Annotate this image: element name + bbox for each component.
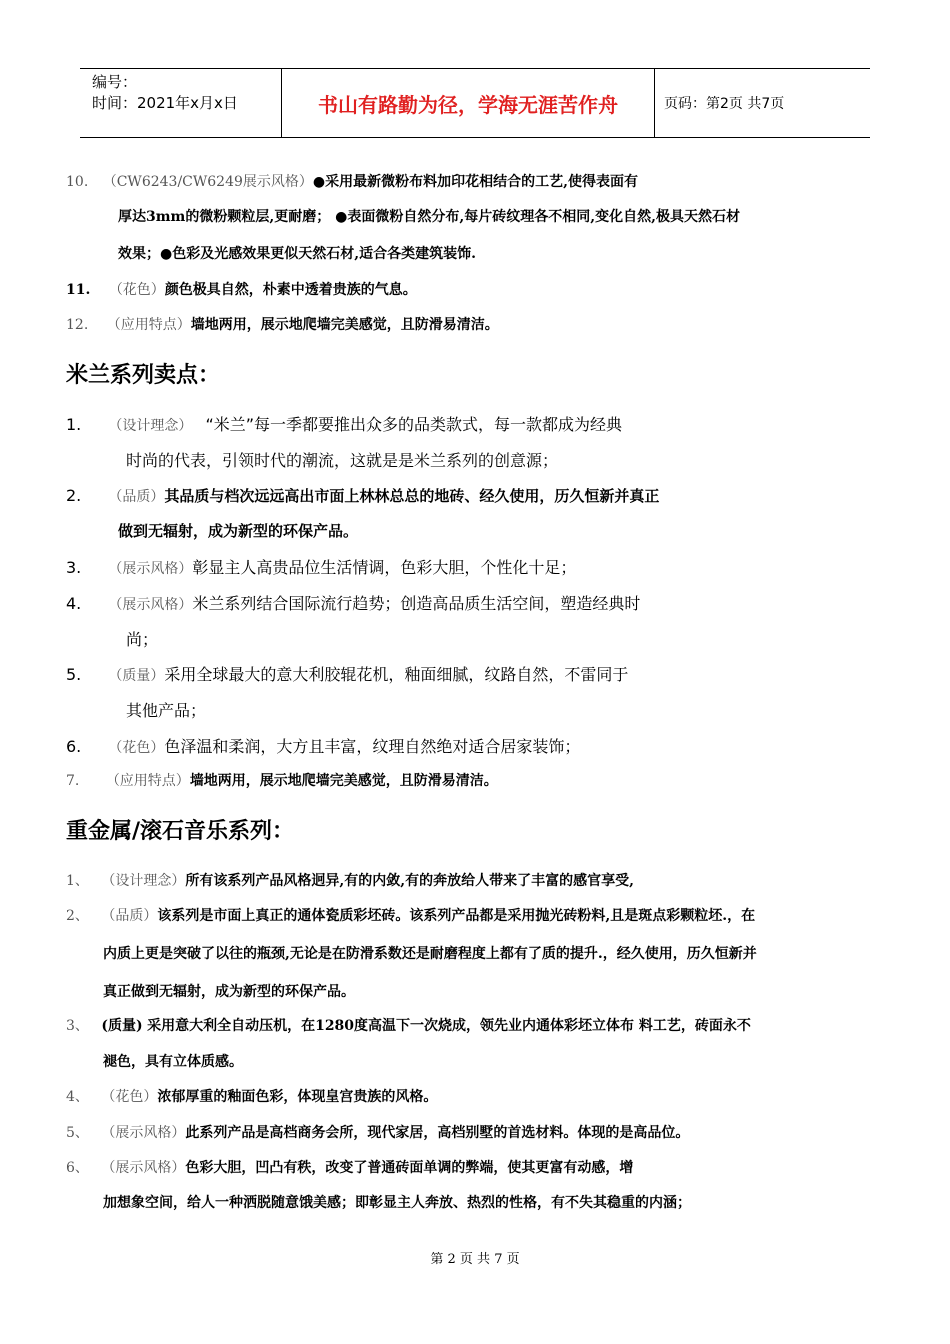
item-text: 色泽温和柔润，大方且丰富，纹理自然绝对适合居家装饰； (164, 737, 581, 756)
item-text: 色彩大胆，凹凸有秩，改变了普通砖面单调的弊端，使其更富有动感，增 (185, 1160, 634, 1176)
list-item-10-cont2: 效果；●色彩及光感效果更似天然石材,适合各类建筑装饰. (118, 246, 476, 262)
item-text: 其品质与档次远远高出市面上林林总总的地砖、经久使用，历久恒新并真正 (164, 487, 660, 505)
metal-item-3 (66, 1015, 751, 1035)
milan-item-3 (66, 555, 576, 578)
metal-item-2-cont: 内质上更是突破了以往的瓶颈,无论是在防滑系数还是耐磨程度上都有了质的提升.，经久使用，历久恒新并 (103, 946, 757, 962)
milan-item-5-cont: 其他产品； (126, 701, 207, 720)
header-motto: 书山有路勤为径，学海无涯苦作舟 (282, 69, 655, 137)
page-header (80, 68, 870, 138)
metal-item-4 (66, 1086, 437, 1106)
metal-item-3-cont: 褪色，具有立体质感。 (103, 1054, 243, 1070)
item-number: 1. (66, 415, 82, 434)
item-number: 5. (66, 665, 82, 684)
item-tag: （品质） (108, 489, 165, 505)
item-number: 7. (66, 773, 80, 789)
milan-item-6 (66, 734, 580, 757)
section-title-metal: 重金属/滚石音乐系列： (66, 819, 295, 844)
item-text: 米兰系列结合国际流行趋势；创造高品质生活空间，塑造经典时 (192, 594, 641, 613)
item-tag: （展示风格） (101, 1160, 186, 1176)
milan-item-1-cont: 时尚的代表，引领时代的潮流，这就是是米兰系列的创意源； (126, 451, 559, 470)
page-footer: 第 2 页 共 7 页 (430, 1252, 520, 1267)
item-text: 彰显主人高贵品位生活情调，色彩大胆，个性化十足； (192, 558, 577, 577)
item-tag: （设计理念） (108, 418, 193, 434)
item-tag: （CW6243/CW6249展示风格） (102, 174, 313, 190)
item-tag: （花色） (108, 740, 165, 756)
item-number: 3、 (66, 1018, 89, 1034)
milan-item-4 (66, 591, 640, 614)
item-tag: （展示风格） (108, 597, 193, 613)
item-text: 采用意大利全自动压机，在1280度高温下一次烧成，领先业内通体彩坯立体布 料工艺，砖面永不 (147, 1018, 751, 1034)
item-number: 11. (66, 282, 91, 298)
item-text: 采用全球最大的意大利胶辊花机，釉面细腻，纹路自然，不雷同于 (164, 665, 629, 684)
item-number: 1、 (66, 873, 89, 889)
item-number: 10. (66, 174, 89, 190)
item-number: 2. (66, 486, 82, 505)
item-tag: (质量) (101, 1018, 143, 1034)
item-text: 墙地两用，展示地爬墙完美感觉，且防滑易清洁。 (189, 773, 498, 789)
item-number: 6. (66, 737, 82, 756)
item-text: 颜色极具自然，朴素中透着贵族的气息。 (164, 282, 417, 298)
item-text: 所有该系列产品风格迥异,有的内敛,有的奔放给人带来了丰富的感官享受, (185, 873, 634, 889)
item-tag: （应用特点） (106, 317, 191, 333)
item-number: 4. (66, 594, 82, 613)
item-tag: （设计理念） (101, 873, 186, 889)
list-item-12 (66, 314, 499, 334)
item-tag: （品质） (101, 908, 158, 924)
milan-item-5 (66, 662, 628, 685)
list-item-11 (66, 279, 417, 299)
metal-item-5 (66, 1122, 689, 1142)
header-page-label: 页码：第2页 共7页 (664, 96, 785, 112)
metal-item-6-cont: 加想象空间，给人一种洒脱随意饿美感；即彰显主人奔放、热烈的性格，有不失其稳重的内涵； (103, 1195, 691, 1211)
milan-item-2 (66, 485, 659, 506)
metal-item-2 (66, 905, 755, 925)
item-tag: （质量） (108, 668, 165, 684)
milan-item-7 (66, 770, 498, 790)
item-text: 浓郁厚重的釉面色彩，体现皇宫贵族的风格。 (157, 1089, 438, 1105)
milan-item-4-cont: 尚； (126, 630, 159, 649)
time-label: 时间：2021年x月x日 (92, 94, 238, 112)
item-text: 此系列产品是高档商务会所，现代家居，高档别墅的首选材料。体现的是高品位。 (185, 1125, 690, 1141)
code-label: 编号： (92, 73, 138, 91)
metal-item-1 (66, 870, 634, 890)
milan-item-1 (66, 412, 622, 435)
item-tag: （应用特点） (105, 773, 190, 789)
item-tag: （花色） (108, 282, 165, 298)
item-number: 5、 (66, 1125, 89, 1141)
item-tag: （展示风格） (108, 561, 193, 577)
list-item-10-cont1: 厚达3mm的微粉颗粒层,更耐磨； ●表面微粉自然分布,每片砖纹理各不相同,变化自然,极具天然石材 (118, 209, 740, 225)
item-number: 3. (66, 558, 82, 577)
item-number: 12. (66, 317, 89, 333)
item-number: 4、 (66, 1089, 89, 1105)
metal-item-6 (66, 1157, 633, 1177)
item-text: ●采用最新微粉布料加印花相结合的工艺,使得表面有 (312, 174, 638, 190)
item-text: 该系列是市面上真正的通体瓷质彩坯砖。该系列产品都是采用抛光砖粉料,且是斑点彩颗粒坯.，在 (157, 908, 756, 924)
item-tag: （展示风格） (101, 1125, 186, 1141)
item-number: 6、 (66, 1160, 89, 1176)
header-meta (80, 69, 282, 137)
item-number: 2、 (66, 908, 89, 924)
milan-item-2-cont: 做到无辐射，成为新型的环保产品。 (118, 522, 359, 540)
item-text: 墙地两用，展示地爬墙完美感觉，且防滑易清洁。 (190, 317, 499, 333)
item-text: “米兰”每一季都要推出众多的品类款式，每一款都成为经典 (205, 415, 623, 434)
item-tag: （花色） (101, 1089, 158, 1105)
list-item-10 (66, 171, 638, 191)
metal-item-2-cont2: 真正做到无辐射，成为新型的环保产品。 (103, 984, 355, 1000)
section-title-milan: 米兰系列卖点： (66, 363, 221, 388)
